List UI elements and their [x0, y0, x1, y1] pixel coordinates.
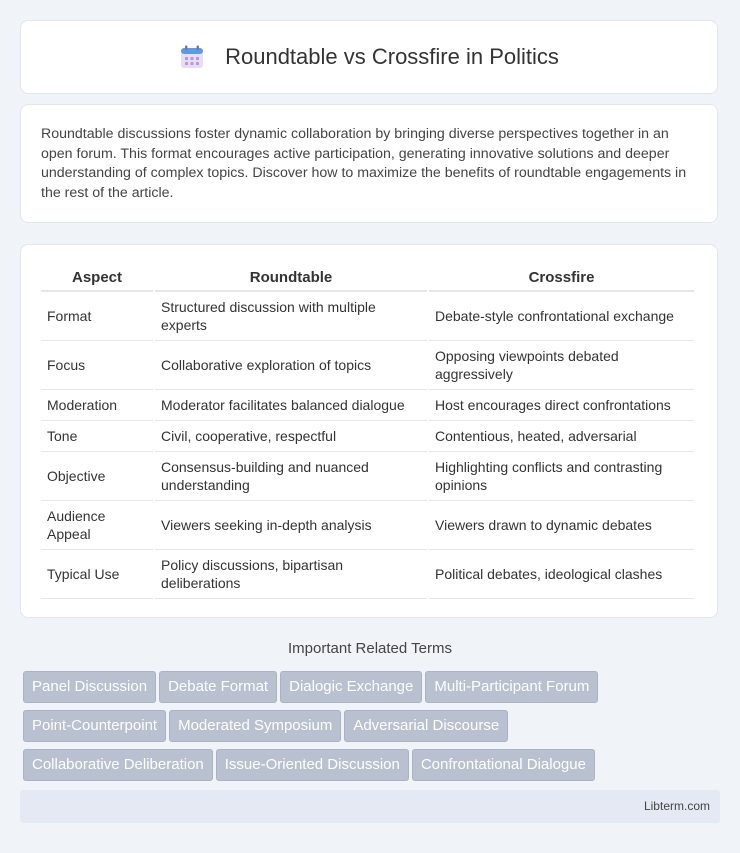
term-tag[interactable]: Issue-Oriented Discussion [216, 749, 409, 781]
table-cell: Format [41, 292, 153, 341]
table-cell: Debate-style confrontational exchange [429, 292, 694, 341]
header-card [20, 20, 718, 94]
table-cell: Political debates, ideological clashes [429, 550, 694, 599]
intro-card [20, 104, 718, 223]
footer [20, 790, 720, 823]
table-cell: Structured discussion with multiple experts [155, 292, 427, 341]
table-cell: Viewers seeking in-depth analysis [155, 501, 427, 550]
table-row [41, 390, 694, 421]
term-tag[interactable]: Debate Format [159, 671, 277, 703]
table-cell: Viewers drawn to dynamic debates [429, 501, 694, 550]
footer-site[interactable]: Libterm.com [643, 799, 710, 813]
table-cell: Civil, cooperative, respectful [155, 421, 427, 452]
table-cell: Moderation [41, 390, 153, 421]
table-row [41, 421, 694, 452]
table-cell: Policy discussions, bipartisan deliberations [155, 550, 427, 599]
table-row [41, 501, 694, 550]
table-cell: Focus [41, 341, 153, 390]
term-tag[interactable]: Dialogic Exchange [280, 671, 422, 703]
table-cell: Collaborative exploration of topics [155, 341, 427, 390]
table-row [41, 292, 694, 341]
related-terms-title: Important Related Terms [288, 640, 452, 657]
term-tag[interactable]: Moderated Symposium [169, 710, 341, 742]
table-row [41, 550, 694, 599]
term-tag[interactable]: Point-Counterpoint [23, 710, 166, 742]
calendar-icon [179, 44, 205, 70]
header-aspect: Aspect [41, 265, 153, 292]
table-cell: Moderator facilitates balanced dialogue [155, 390, 427, 421]
table-cell: Tone [41, 421, 153, 452]
comparison-card [20, 244, 718, 618]
intro-text: Roundtable discussions foster dynamic collaboration by bringing diverse perspectives together in an open forum. This format encourages active participation, generating innovative solutions and deeper understanding of complex topics. Discover how to maximize the benefits of roundtable engagements in the rest of the article. [41, 126, 687, 201]
term-tag[interactable]: Multi-Participant Forum [425, 671, 598, 703]
term-tag[interactable]: Collaborative Deliberation [23, 749, 213, 781]
table-cell: Typical Use [41, 550, 153, 599]
table-row [41, 452, 694, 501]
term-tag[interactable]: Panel Discussion [23, 671, 156, 703]
table-cell: Consensus-building and nuanced understanding [155, 452, 427, 501]
related-terms-list [23, 671, 723, 788]
table-row [41, 341, 694, 390]
term-tag[interactable]: Confrontational Dialogue [412, 749, 595, 781]
header-roundtable: Roundtable [155, 265, 427, 292]
table-cell: Objective [41, 452, 153, 501]
table-cell: Host encourages direct confrontations [429, 390, 694, 421]
page-title: Roundtable vs Crossfire in Politics [225, 44, 559, 69]
comparison-table [39, 265, 696, 599]
table-cell: Opposing viewpoints debated aggressively [429, 341, 694, 390]
header-crossfire: Crossfire [429, 265, 694, 292]
term-tag[interactable]: Adversarial Discourse [344, 710, 508, 742]
table-cell: Highlighting conflicts and contrasting opinions [429, 452, 694, 501]
table-cell: Audience Appeal [41, 501, 153, 550]
table-cell: Contentious, heated, adversarial [429, 421, 694, 452]
